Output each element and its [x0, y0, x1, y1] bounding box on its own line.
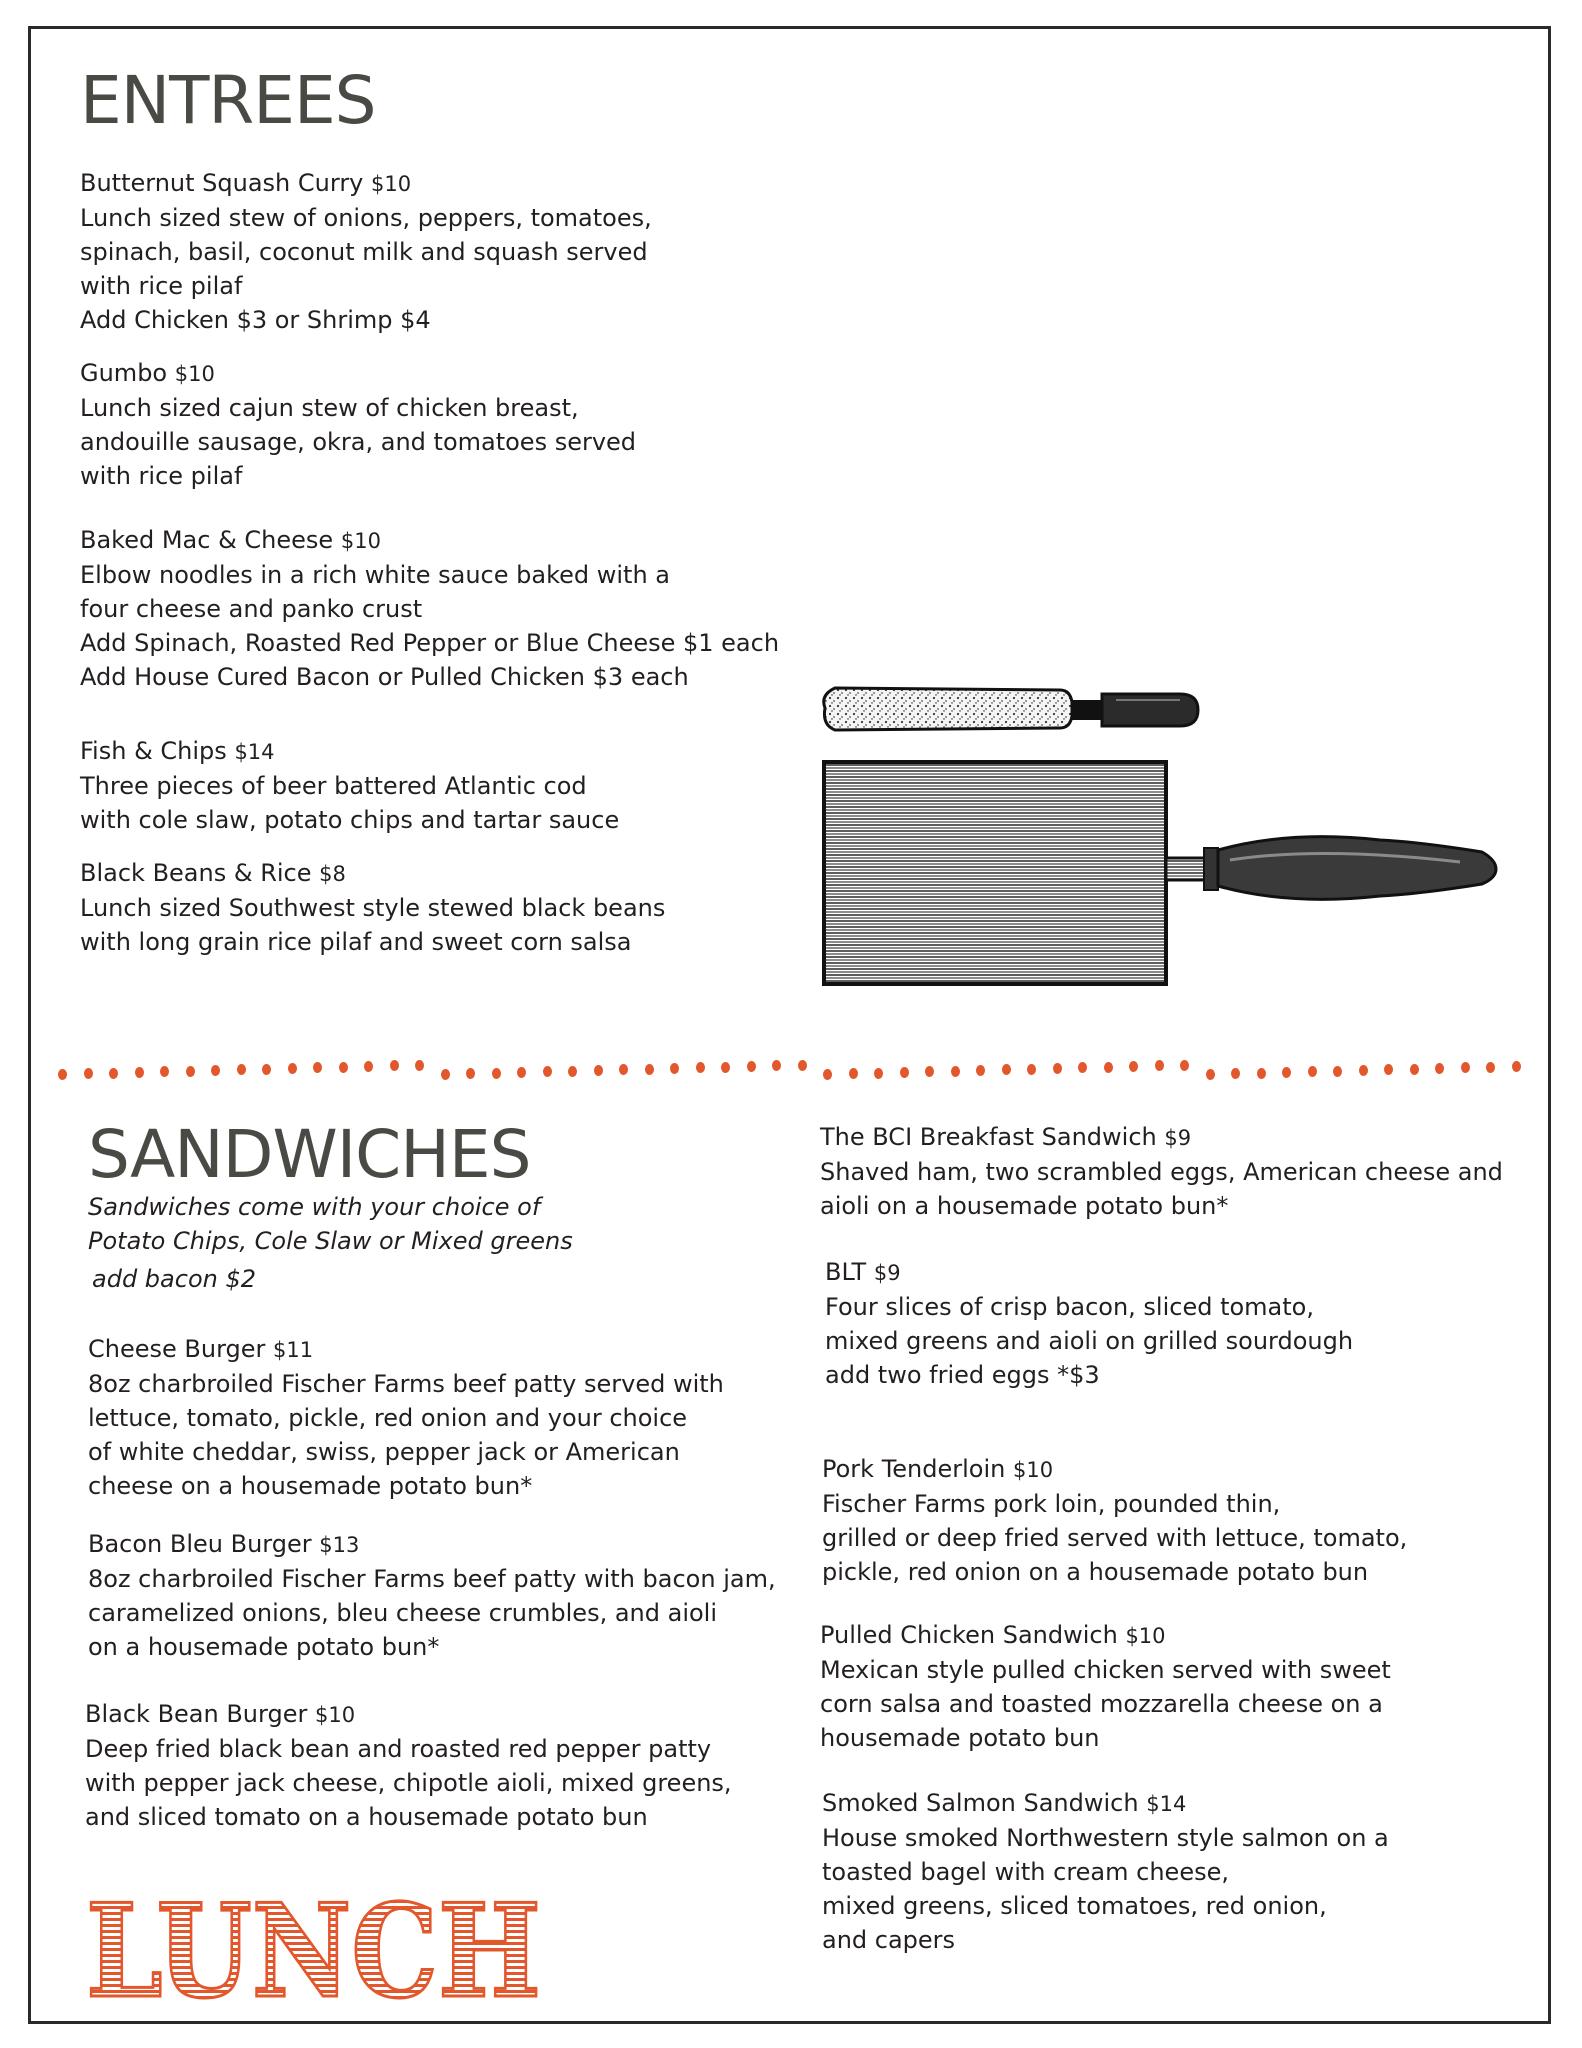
item-description: with long grain rice pilaf and sweet corn salsa	[80, 928, 632, 956]
item-description: pickle, red onion on a housemade potato bun	[822, 1558, 1369, 1586]
item-description: with pepper jack cheese, chipotle aioli, mixed greens,	[85, 1769, 732, 1797]
divider-dot	[58, 1069, 67, 1080]
divider-dot	[1104, 1062, 1113, 1073]
divider-dot	[339, 1062, 348, 1073]
divider-dot	[1282, 1067, 1291, 1078]
sandwich-item	[85, 1697, 732, 1834]
item-addon: Add Chicken $3 or Shrimp $4	[80, 306, 431, 334]
item-description: Lunch sized cajun stew of chicken breast,	[80, 394, 579, 422]
item-description: aioli on a housemade potato bun*	[820, 1192, 1229, 1220]
item-description: mixed greens, sliced tomatoes, red onion,	[822, 1892, 1327, 1920]
item-description: Shaved ham, two scrambled eggs, American cheese and	[820, 1158, 1503, 1186]
item-name: Butternut Squash Curry	[80, 169, 364, 197]
dotted-divider	[58, 1055, 1523, 1085]
divider-dot	[1231, 1068, 1240, 1079]
divider-dot	[237, 1064, 246, 1075]
entrees-heading: ENTREES	[80, 62, 376, 139]
item-addon: add two fried eggs *$3	[825, 1361, 1100, 1389]
item-name: Smoked Salmon Sandwich	[822, 1789, 1139, 1817]
divider-dot	[594, 1065, 603, 1076]
entree-item	[80, 523, 779, 694]
item-description: Mexican style pulled chicken served with sweet	[820, 1656, 1391, 1684]
item-name: Fish & Chips	[80, 737, 227, 765]
item-description: cheese on a housemade potato bun*	[88, 1472, 533, 1500]
sandwich-note	[88, 1190, 573, 1296]
divider-dot	[1333, 1066, 1342, 1077]
divider-dot	[900, 1067, 909, 1078]
item-price: $10	[340, 529, 381, 553]
divider-dot	[951, 1066, 960, 1077]
item-name: Black Bean Burger	[85, 1700, 308, 1728]
item-description: Four slices of crisp bacon, sliced tomato,	[825, 1293, 1314, 1321]
item-description: with cole slaw, potato chips and tartar sauce	[80, 806, 620, 834]
item-price: $10	[1125, 1624, 1166, 1648]
sandwich-item	[822, 1786, 1389, 1957]
item-description: 8oz charbroiled Fischer Farms beef patty served with	[88, 1370, 724, 1398]
divider-dot	[925, 1066, 934, 1077]
item-name: Bacon Bleu Burger	[88, 1530, 312, 1558]
add-bacon-note: add bacon $2	[92, 1265, 257, 1293]
divider-dot	[288, 1063, 297, 1074]
divider-dot	[696, 1062, 705, 1073]
butter-knife-and-paddle-icon	[820, 680, 1500, 990]
item-price: $11	[273, 1338, 314, 1362]
item-description: with rice pilaf	[80, 272, 243, 300]
item-description: Deep fried black bean and roasted red pepper patty	[85, 1735, 712, 1763]
item-price: $9	[873, 1261, 901, 1285]
item-description: House smoked Northwestern style salmon on a	[822, 1824, 1389, 1852]
divider-dot	[1053, 1063, 1062, 1074]
item-price: $14	[1146, 1792, 1187, 1816]
item-description: Elbow noodles in a rich white sauce baked with a	[80, 561, 670, 589]
item-description: Lunch sized stew of onions, peppers, tomatoes,	[80, 204, 652, 232]
item-description: grilled or deep fried served with lettuce, tomato,	[822, 1524, 1408, 1552]
item-description: and sliced tomato on a housemade potato bun	[85, 1803, 648, 1831]
item-description: corn salsa and toasted mozzarella cheese on a	[820, 1690, 1383, 1718]
divider-dot	[849, 1068, 858, 1079]
divider-dot	[1206, 1069, 1215, 1080]
divider-dot	[1512, 1061, 1521, 1072]
divider-dot	[441, 1069, 450, 1080]
divider-dot	[543, 1066, 552, 1077]
divider-dot	[1180, 1060, 1189, 1071]
item-name: Black Beans & Rice	[80, 859, 312, 887]
entree-item	[80, 856, 665, 959]
item-description: four cheese and panko crust	[80, 595, 423, 623]
divider-dot	[390, 1060, 399, 1071]
item-description: and capers	[822, 1926, 956, 1954]
divider-dot	[1359, 1065, 1368, 1076]
divider-dot	[1257, 1068, 1266, 1079]
item-price: $10	[371, 172, 412, 196]
divider-dot	[109, 1068, 118, 1079]
item-description: Fischer Farms pork loin, pounded thin,	[822, 1490, 1281, 1518]
item-description: Three pieces of beer battered Atlantic cod	[80, 772, 587, 800]
item-name: The BCI Breakfast Sandwich	[820, 1123, 1157, 1151]
divider-dot	[772, 1060, 781, 1071]
item-price: $14	[234, 740, 275, 764]
sandwich-item	[820, 1120, 1503, 1223]
divider-dot	[1461, 1062, 1470, 1073]
divider-dot	[568, 1066, 577, 1077]
entree-item	[80, 356, 636, 493]
item-description: andouille sausage, okra, and tomatoes served	[80, 428, 637, 456]
wooden-paddle	[824, 762, 1496, 984]
divider-dot	[670, 1063, 679, 1074]
sandwich-item	[825, 1255, 1353, 1392]
item-description: on a housemade potato bun*	[88, 1633, 440, 1661]
item-description: caramelized onions, bleu cheese crumbles, and aioli	[88, 1599, 718, 1627]
item-name: Cheese Burger	[88, 1335, 266, 1363]
divider-dot	[619, 1064, 628, 1075]
lunch-logo	[86, 1876, 546, 2027]
item-name: Pulled Chicken Sandwich	[820, 1621, 1118, 1649]
item-price: $10	[314, 1703, 356, 1727]
divider-dot	[364, 1061, 373, 1072]
divider-dot	[1384, 1064, 1393, 1075]
item-description: of white cheddar, swiss, pepper jack or American	[88, 1438, 680, 1466]
divider-dot	[1155, 1060, 1164, 1071]
divider-dot	[874, 1068, 883, 1079]
sandwich-item	[822, 1452, 1407, 1589]
divider-dot	[1002, 1064, 1011, 1075]
item-addon: Add Spinach, Roasted Red Pepper or Blue Cheese $1 each	[80, 629, 780, 657]
divider-dot	[798, 1060, 807, 1071]
divider-dot	[1129, 1061, 1138, 1072]
note-line: Sandwiches come with your choice of	[88, 1193, 541, 1221]
divider-dot	[135, 1067, 144, 1078]
divider-dot	[645, 1064, 654, 1075]
item-name: Pork Tenderloin	[822, 1455, 1006, 1483]
divider-dot	[415, 1060, 424, 1071]
item-description: spinach, basil, coconut milk and squash served	[80, 238, 648, 266]
divider-dot	[1410, 1064, 1419, 1075]
item-name: Baked Mac & Cheese	[80, 526, 334, 554]
item-price: $8	[319, 862, 346, 886]
sandwich-item	[88, 1332, 724, 1503]
divider-dot	[1486, 1062, 1495, 1073]
item-description: toasted bagel with cream cheese,	[822, 1858, 1229, 1886]
divider-dot	[1027, 1064, 1036, 1075]
sandwich-item	[88, 1527, 776, 1664]
divider-dot	[84, 1068, 93, 1079]
item-price: $9	[1164, 1126, 1192, 1150]
divider-dot	[721, 1062, 730, 1073]
entree-item	[80, 734, 619, 837]
sandwich-item	[820, 1618, 1391, 1755]
divider-dot	[186, 1066, 195, 1077]
divider-dot	[823, 1069, 832, 1080]
lunch-logo-text: LUNCH	[86, 1877, 541, 2027]
item-description: mixed greens and aioli on grilled sourdough	[825, 1327, 1354, 1355]
sandwiches-heading: SANDWICHES	[88, 1116, 531, 1193]
item-price: $13	[319, 1533, 360, 1557]
divider-dot	[211, 1065, 220, 1076]
note-line: Potato Chips, Cole Slaw or Mixed greens	[88, 1227, 573, 1255]
item-description: housemade potato bun	[820, 1724, 1100, 1752]
item-name: BLT	[825, 1258, 867, 1286]
divider-dot	[976, 1065, 985, 1076]
item-addon: Add House Cured Bacon or Pulled Chicken $3 each	[80, 663, 689, 691]
item-price: $10	[1013, 1458, 1054, 1482]
divider-dot	[160, 1066, 169, 1077]
item-description: 8oz charbroiled Fischer Farms beef patty with bacon jam,	[88, 1565, 776, 1593]
divider-dot	[492, 1068, 501, 1079]
entree-item	[80, 166, 652, 337]
divider-dot	[747, 1061, 756, 1072]
butter-knife	[824, 688, 1198, 730]
item-description: with rice pilaf	[80, 462, 243, 490]
item-description: lettuce, tomato, pickle, red onion and your choice	[88, 1404, 688, 1432]
divider-dot	[262, 1064, 271, 1075]
item-name: Gumbo	[80, 359, 168, 387]
item-price: $10	[174, 362, 215, 386]
item-description: Lunch sized Southwest style stewed black beans	[80, 894, 666, 922]
divider-dot	[313, 1062, 322, 1073]
divider-dot	[1308, 1066, 1317, 1077]
divider-dot	[1435, 1063, 1444, 1074]
divider-dot	[466, 1068, 475, 1079]
divider-dot	[517, 1067, 526, 1078]
divider-dot	[1078, 1062, 1087, 1073]
